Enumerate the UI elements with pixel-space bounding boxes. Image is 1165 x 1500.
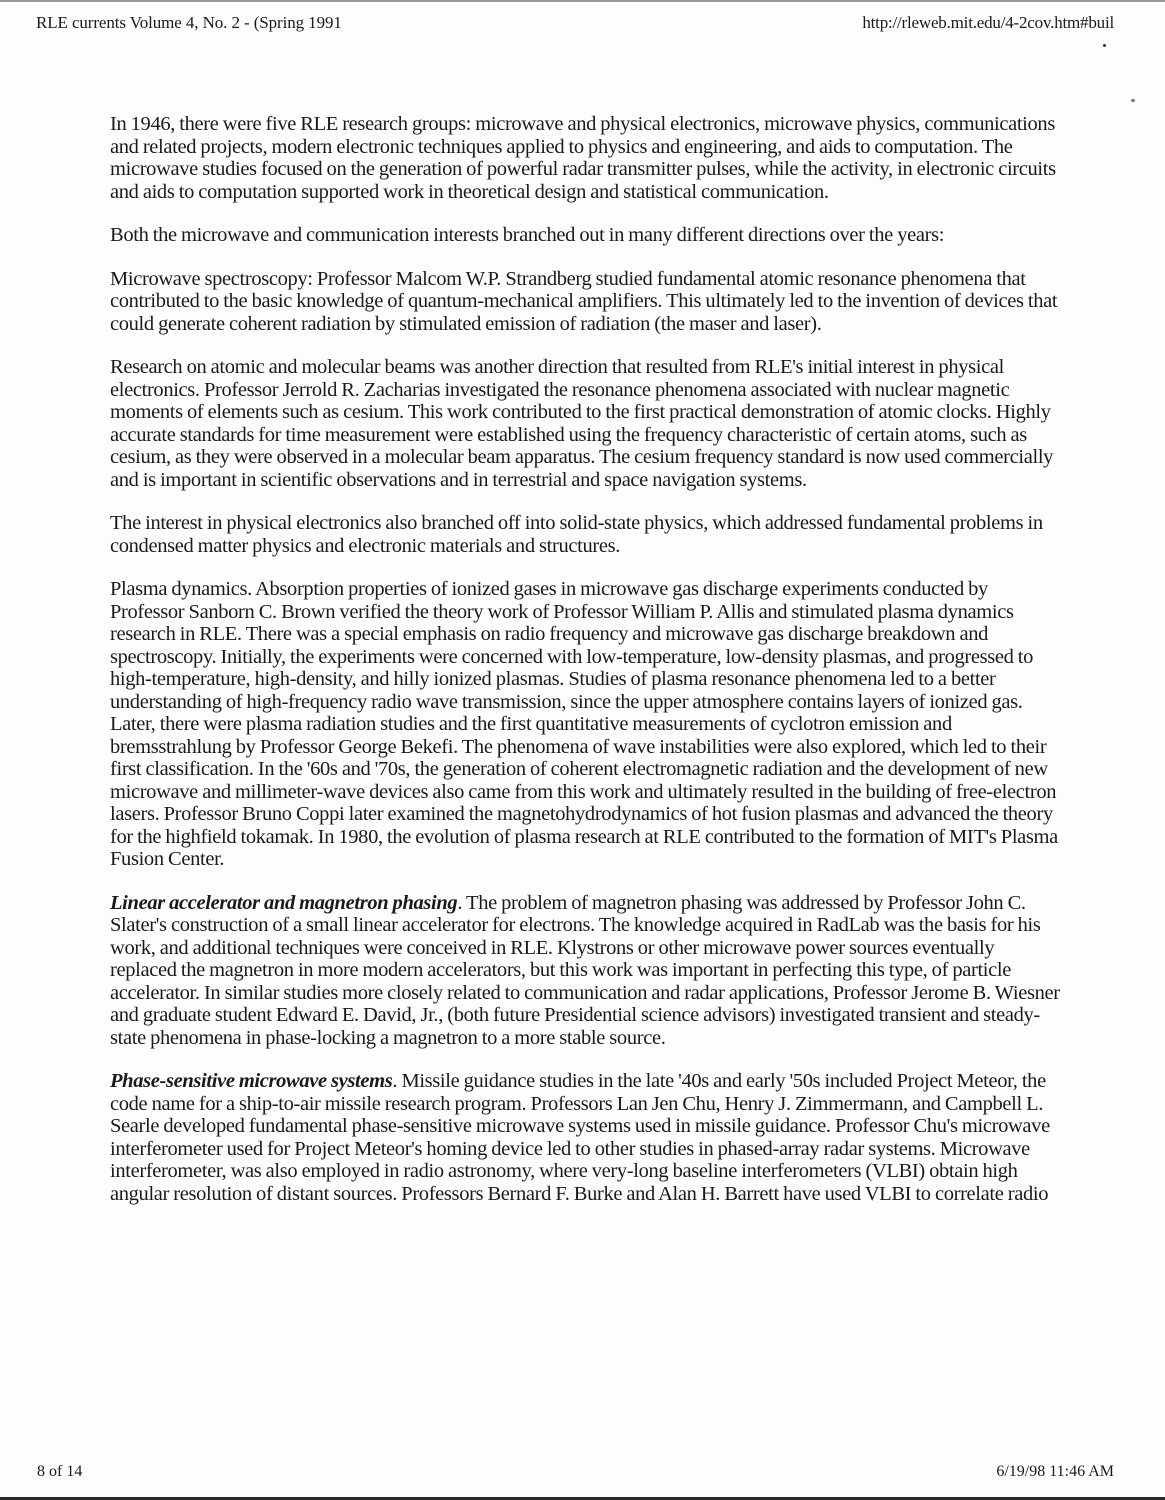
- print-timestamp: 6/19/98 11:46 AM: [996, 1463, 1114, 1480]
- paragraph-phase-sensitive: [110, 1070, 1065, 1205]
- article-body: [110, 113, 1065, 1226]
- page-number: 8 of 14: [37, 1463, 83, 1480]
- scan-speck: [1131, 99, 1135, 102]
- paragraph-branching-interests: [110, 224, 1065, 247]
- paragraph-text: Microwave spectroscopy: Professor Malcom W.P. Strandberg studied fundamental atomic resonance phenomena that contributed to the basic knowledge of quantum-mechanical amplifiers. This ultimately led to the invention of devices that could generate coherent radiation by stimulated emission of radiation (the maser and laser).: [110, 267, 1058, 335]
- paragraph-solid-state: [110, 512, 1065, 557]
- paragraph-atomic-beams: [110, 356, 1065, 491]
- page-header-title: RLE currents Volume 4, No. 2 - (Spring 1991: [36, 13, 342, 32]
- paragraph-microwave-spectroscopy: [110, 268, 1065, 336]
- paragraph-text: In 1946, there were five RLE research groups: microwave and physical electronics, microwave physics, communications and related projects, modern electronic techniques applied to physics and engineering, and aids to computation. The microwave studies focused on the generation of powerful radar transmitter pulses, while the activity, in electronic circuits and aids to computation supported work in theoretical design and statistical communication.: [110, 113, 1056, 203]
- paragraph-text: Both the microwave and communication interests branched out in many different directions over the years:: [110, 224, 945, 246]
- paragraph-lead: Phase-sensitive microwave systems: [110, 1070, 393, 1092]
- paragraph-text: . The problem of magnetron phasing was addressed by Professor John C. Slater's construction of a small linear accelerator for electrons. The knowledge acquired in RadLab was the basis for his work, and additional techniques were conceived in RLE. Klystrons or other microwave power sources eventually replaced the magnetron in more modern accelerators, but this work was important in perfecting this type, of particle accelerator. In similar studies more closely related to communication and radar applications, Professor Jerome B. Wiesner and graduate student Edward E. David, Jr., (both future Presidential science advisors) investigated transient and steady-state phenomena in phase-locking a magnetron to a more stable source.: [110, 891, 1060, 1049]
- paragraph-text: . Missile guidance studies in the late '40s and early '50s included Project Meteor, the code name for a ship-to-air missile research program. Professors Lan Jen Chu, Henry J. Zimmermann, and Campbell L. Searle developed fundamental phase-sensitive microwave systems used in missile guidance. Professor Chu's microwave interferometer used for Project Meteor's homing device led to other studies in phased-array radar systems. Microwave interferometer, was also employed in radio astronomy, where very-long baseline interferometers (VLBI) obtain high angular resolution of distant sources. Professors Bernard F. Burke and Alan H. Barrett have used VLBI to correlate radio: [110, 1070, 1050, 1205]
- paragraph-plasma-dynamics: [110, 578, 1065, 871]
- page-header-url: http://rleweb.mit.edu/4-2cov.htm#buil: [862, 13, 1114, 32]
- paragraph-lead: Linear accelerator and magnetron phasing: [110, 891, 458, 914]
- paragraph-text: The interest in physical electronics also branched off into solid-state physics, which addressed fundamental problems in condensed matter physics and electronic materials and structures.: [110, 512, 1043, 557]
- page-top-edge: [0, 0, 1165, 2]
- scan-speck: [1103, 44, 1106, 47]
- paragraph-linear-accelerator: [110, 892, 1065, 1050]
- paragraph-text: Research on atomic and molecular beams was another direction that resulted from RLE's initial interest in physical electronics. Professor Jerrold R. Zacharias investigated the resonance phenomena associated with nuclear magnetic moments of elements such as cesium. This work contributed to the first practical demonstration of atomic clocks. Highly accurate standards for time measurement were established using the frequency characteristic of certain atoms, such as cesium, as they were observed in a molecular beam apparatus. The cesium frequency standard is now used commercially and is important in scientific observations and in terrestrial and space navigation systems.: [110, 356, 1054, 491]
- paragraph-text: Plasma dynamics. Absorption properties of ionized gases in microwave gas discharge experiments conducted by Professor Sanborn C. Brown verified the theory work of Professor William P. Allis and stimulated plasma dynamics research in RLE. There was a special emphasis on radio frequency and microwave gas discharge breakdown and spectroscopy. Initially, the experiments were concerned with low-temperature, low-density plasmas, and progressed to high-temperature, high-density, and hilly ionized plasmas. Studies of plasma resonance phenomena led to a better understanding of high-frequency radio wave transmission, since the upper atmosphere contains layers of ionized gas. Later, there were plasma radiation studies and the first quantitative measurements of cyclotron emission and bremsstrahlung by Professor George Bekefi. The phenomena of wave instabilities were also explored, which led to their first classification. In the '60s and '70s, the generation of coherent electromagnetic radiation and the development of new microwave and millimeter-wave devices also came from this work and ultimately resulted in the building of free-electron lasers. Professor Bruno Coppi later examined the magnetohydrodynamics of hot fusion plasmas and advanced the theory for the highfield tokamak. In 1980, the evolution of plasma research at RLE contributed to the formation of MIT's Plasma Fusion Center.: [110, 578, 1058, 870]
- paragraph-research-groups: [110, 113, 1065, 203]
